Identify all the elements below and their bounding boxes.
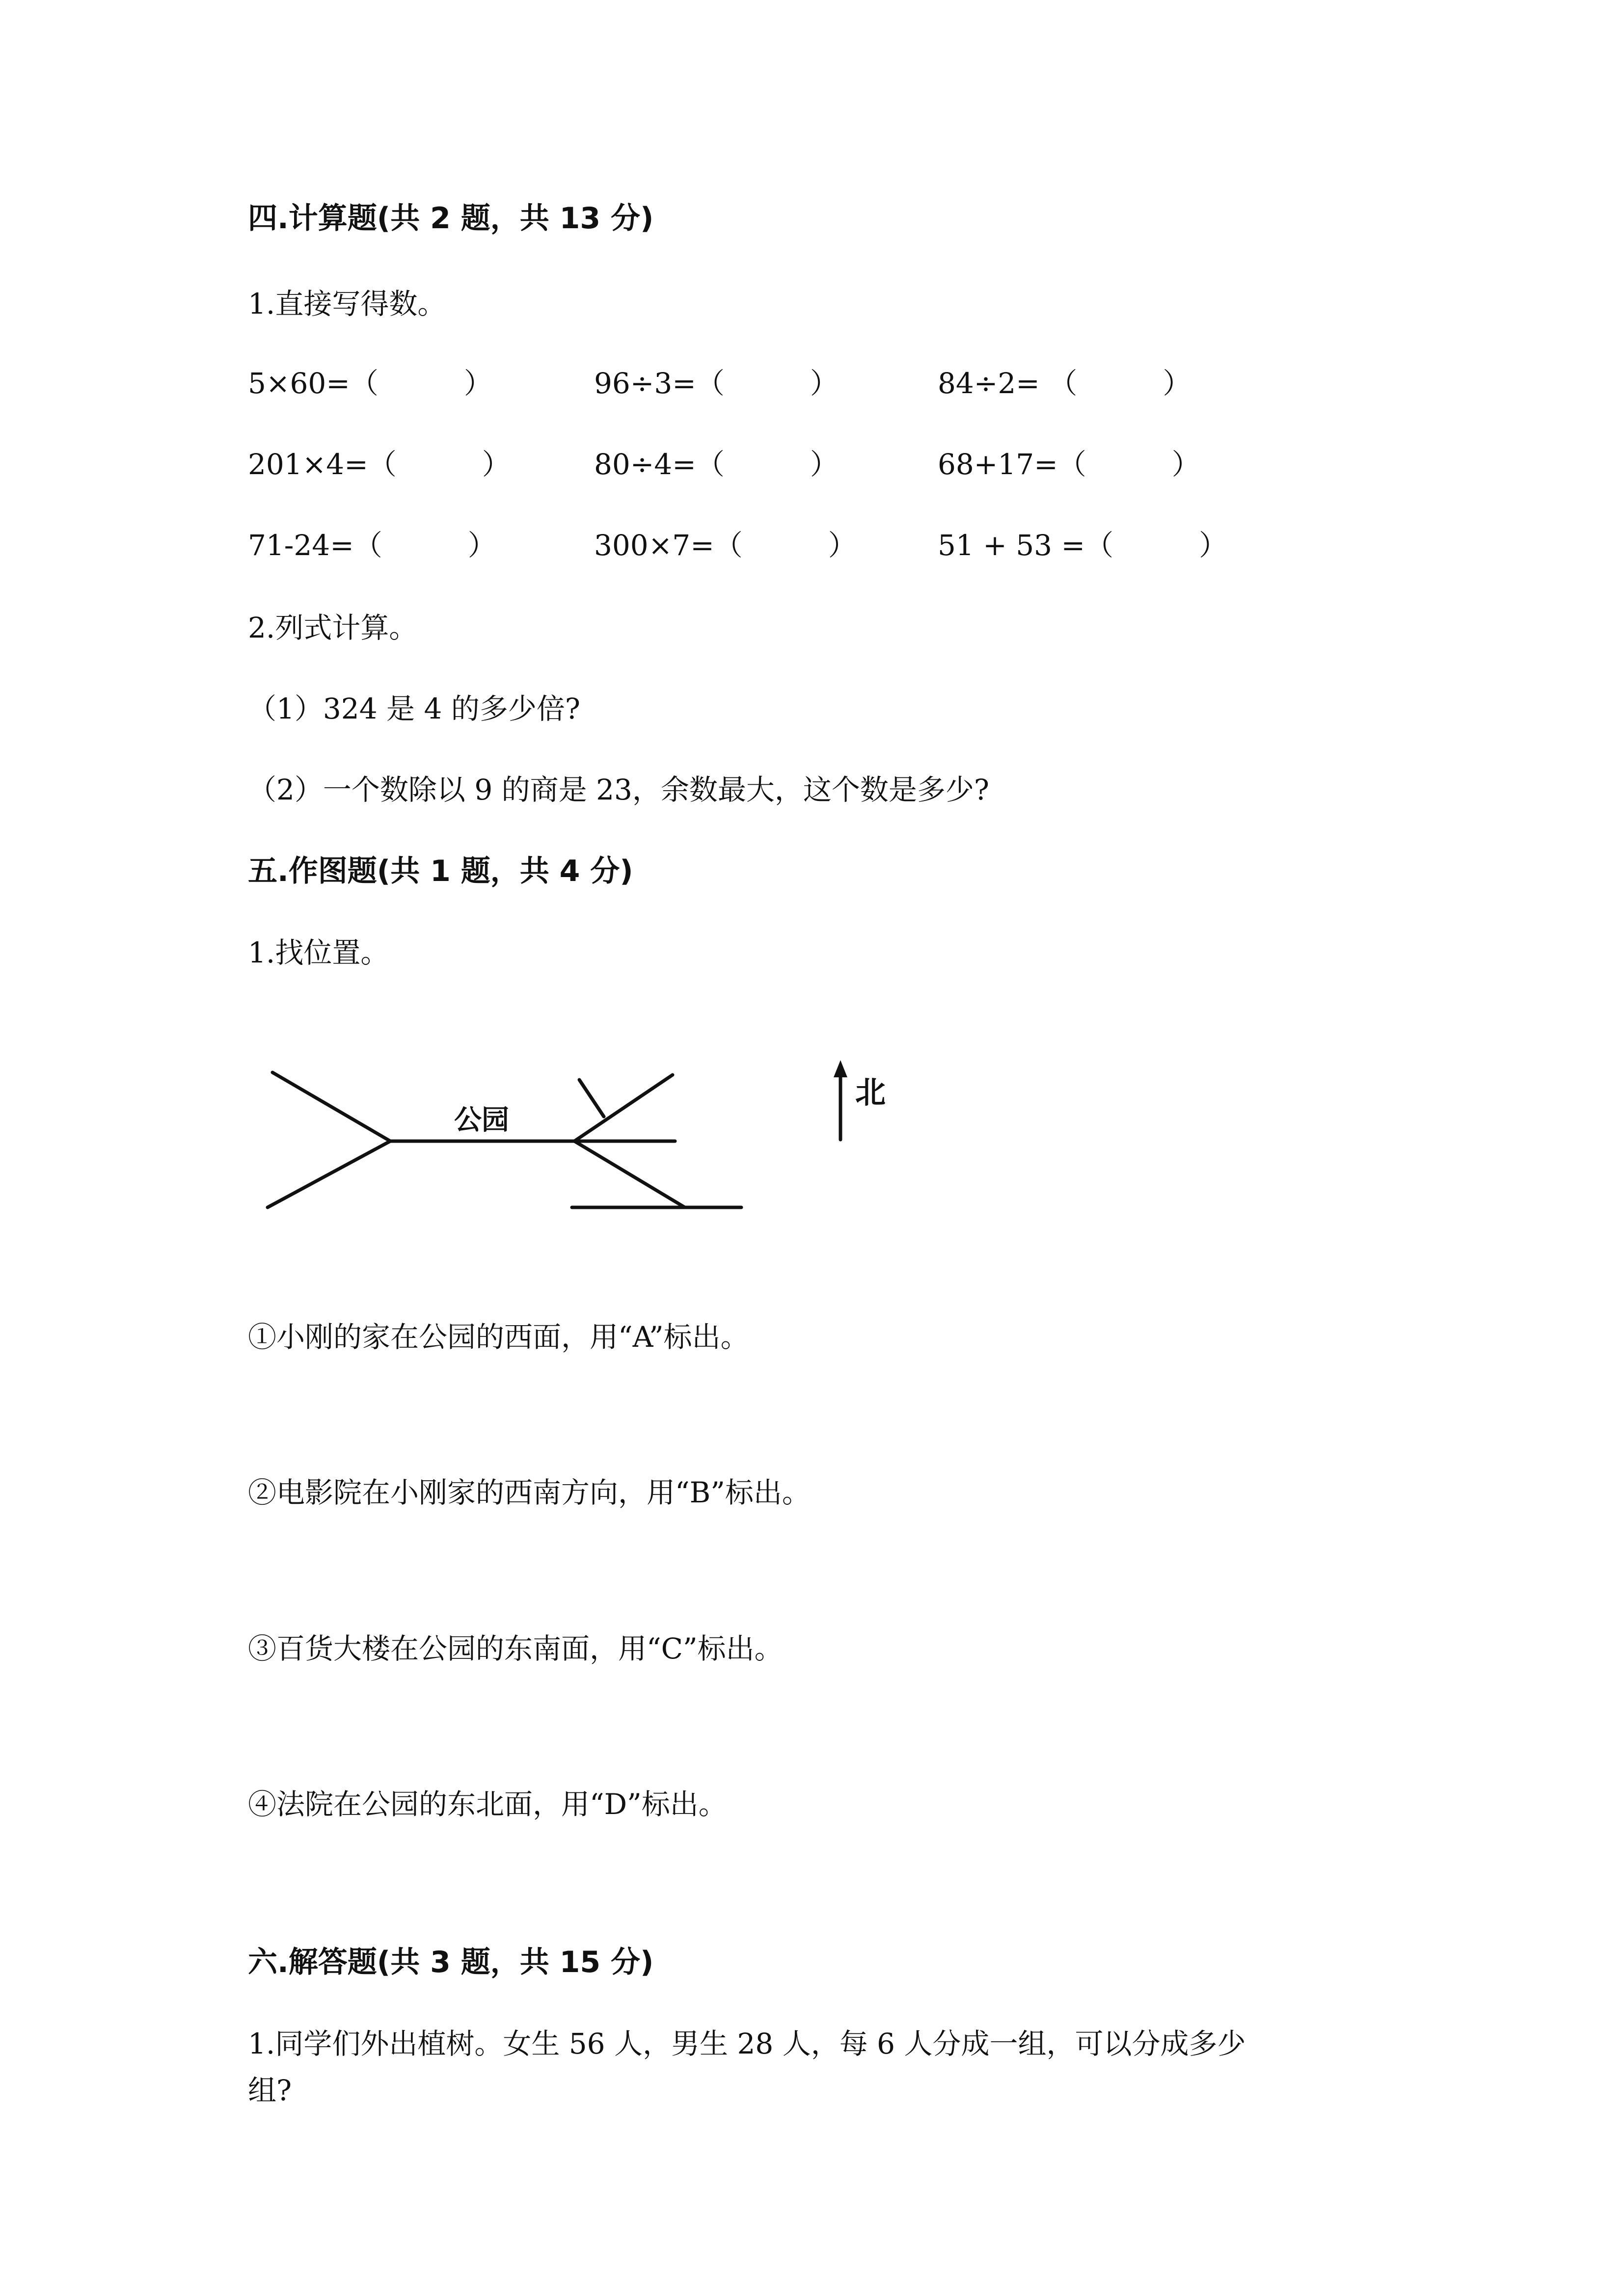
task-b: ②电影院在小刚家的西南方向，用“B”标出。 [248,1476,811,1509]
question-5-1-prompt: 1.找位置。 [248,936,389,969]
question-6-1-line-1: 1.同学们外出植树。女生 56 人，男生 28 人，每 6 人分成一组，可以分成多少 [248,2027,1246,2060]
question-4-2-prompt: 2.列式计算。 [248,611,418,644]
calc-item: 300×7=（ ） [594,529,857,562]
road-right-northeast [574,1075,673,1141]
calc-item: 68+17=（ ） [938,448,1200,481]
question-4-2-item-1: （1）324 是 4 的多少倍? [248,692,580,725]
calc-item: 71-24=（ ） [248,529,496,562]
question-6-1-line-2: 组? [248,2074,292,2107]
north-label: 北 [855,1074,886,1110]
road-left-upper [272,1072,390,1141]
question-4-1-prompt: 1.直接写得数。 [248,287,446,320]
section-4-title: 四.计算题(共 2 题，共 13 分) [248,201,654,236]
section-5-title: 五.作图题(共 1 题，共 4 分) [248,854,633,888]
section-6-title: 六.解答题(共 3 题，共 15 分) [248,1945,654,1979]
road-right-short-branch [579,1080,604,1117]
calc-item: 5×60=（ ） [248,367,492,400]
calc-item: 51 + 53 =（ ） [938,529,1228,562]
question-4-2-item-2: （2）一个数除以 9 的商是 23，余数最大，这个数是多少? [248,773,990,806]
road-left-lower [268,1141,390,1207]
north-arrow-head [834,1060,847,1077]
task-c: ③百货大楼在公园的东南面，用“C”标出。 [248,1632,783,1665]
park-label: 公园 [454,1104,509,1136]
task-d: ④法院在公园的东北面，用“D”标出。 [248,1788,727,1821]
calc-item: 84÷2= （ ） [938,367,1191,400]
calc-item: 96÷3=（ ） [594,367,839,400]
road-lines [268,1068,840,1207]
calc-item: 80÷4=（ ） [594,448,839,481]
calc-item: 201×4=（ ） [248,448,511,481]
road-right-southeast [574,1141,685,1207]
task-a: ①小刚的家在公园的西面，用“A”标出。 [248,1320,749,1354]
